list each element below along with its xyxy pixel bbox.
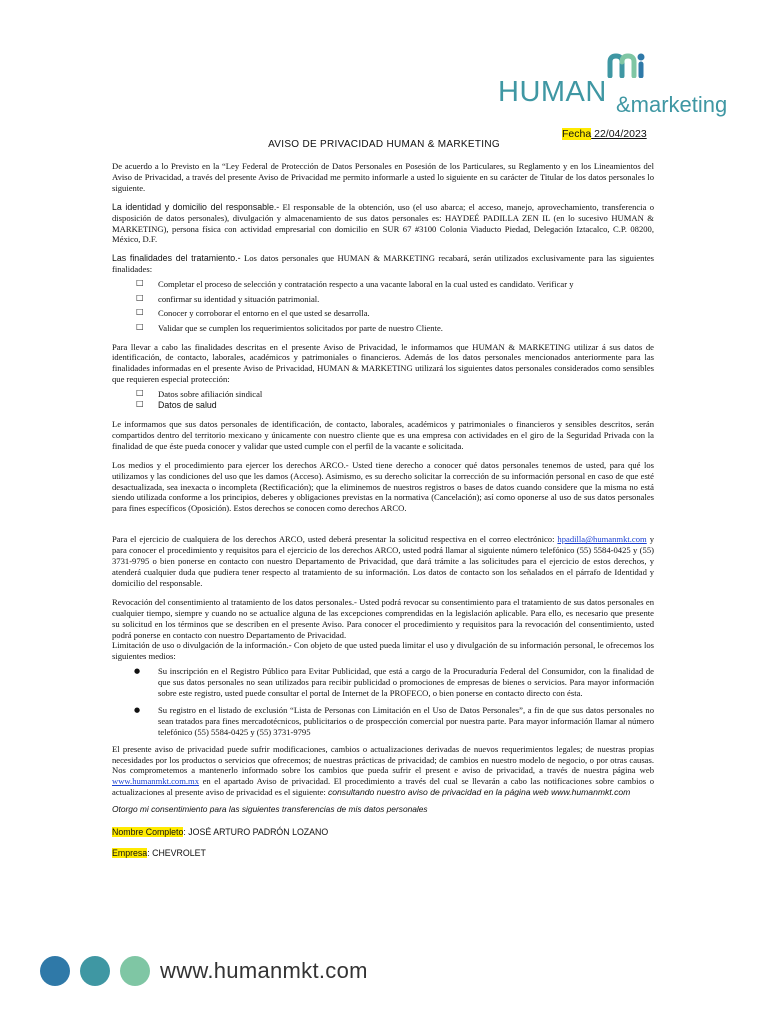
spacer [112, 522, 654, 534]
company-field [112, 848, 654, 859]
consent-statement: Otorgo mi consentimiento para las siguientes transferencias de mis datos personales [112, 804, 428, 815]
limitation-means-list [112, 666, 654, 737]
identity-paragraph [112, 202, 654, 246]
changes-after: en el apartado Aviso de privacidad. El procedimiento a través del cual se llevarán a cabo las notificaciones sobre cambios o actualizaciones al presente aviso de privacidad es el siguiente: [112, 776, 654, 798]
changes-tail: consultando nuestro aviso de privacidad en la página web www.humanmkt.com [327, 787, 631, 798]
arco-contact-paragraph [112, 534, 654, 589]
date-value: 22/04/2023 [591, 128, 647, 140]
list-item: □ Datos de salud [136, 400, 654, 411]
company-label: Empresa [112, 848, 148, 858]
logo-mark-icon [606, 52, 646, 78]
list-item: □ Datos sobre afiliación sindical [136, 389, 654, 400]
company-value: : CHEVROLET [147, 848, 206, 858]
identity-text: El responsable de la obtención, uso (el uso abarca; el acceso, manejo, aprovechamiento, transferencia o disposición de datos personales), divulgación y almacenamiento de sus datos personales es: HAYDEÉ PADILLA ZEN IL (en lo sucesivo HUMAN & MARKETING), persona física con actividad empresarial con domicilio en SUR 67 #3100 Colonia Viaducto Piedad, Delegación Iztacalco, C.P. 08200, México, D.F. [112, 201, 654, 245]
document-title: AVISO DE PRIVACIDAD HUMAN & MARKETING [268, 139, 500, 150]
changes-paragraph [112, 744, 654, 799]
intro-paragraph: De acuerdo a lo Previsto en la “Ley Federal de Protección de Datos Personales en Posesión de los Particulares, su Reglamento y en los Lineamientos del Aviso de Privacidad, a través del presente Aviso de Privacidad me permito informarle a usted lo siguiente en su carácter de Titular de los datos personales lo siguiente. [112, 161, 654, 193]
list-item: □ confirmar su identidad y situación patrimonial. [136, 294, 654, 305]
identity-heading: La identidad y domicilio del responsable.- [112, 201, 280, 212]
revocation-paragraph: Revocación del consentimiento al tratamiento de los datos personales.- Usted podrá revocar su consentimiento para el tratamiento de sus datos personales en cualquier tiempo, siempre y cuando no se actualice alguna de las excepciones comprendidas en la legislación aplicable. Para ello, es necesario que presente su solicitud en los términos que se describen en el presente Aviso. Para conocer el procedimiento y requisitos para la revocación del consentimiento, usted podrá ponerse en contacto con nuestro Departamento de Privacidad. [112, 596, 654, 640]
name-label: Nombre Completo [112, 827, 184, 838]
logo-text-marketing: &marketing [616, 92, 728, 117]
data-use-paragraph: Para llevar a cabo las finalidades descritas en el presente Aviso de Privacidad, le informamos que HUMAN & MARKETING utilizar á sus datos de identificación, de contacto, laborales, académicos y patrimoniales o financieros. Además de los datos personales mencionados anteriormente para las finalidades informadas en el presente Aviso de Privacidad, HUMAN & MARKETING utilizará los siguientes datos personales considerados como sensibles que requieren especial protección: [112, 341, 654, 385]
footer-dot-blue-icon [40, 956, 70, 986]
name-field [112, 827, 654, 838]
sharing-paragraph: Le informamos que sus datos personales de identificación, de contacto, laborales, académicos y patrimoniales o financieros y sensibles descritos, serán compartidos dentro del territorio mexicano y únicamente con nuestro cliente que es una empresa con actividades en el giro de la Seguridad Privada con la finalidad de que éste pueda conocer y validar que usted cumple con el perfil de la vacante e solicitada. [112, 419, 654, 451]
purposes-heading: Las finalidades del tratamiento.- [112, 253, 241, 264]
email-link[interactable]: hpadilla@humanmkt.com [557, 534, 647, 545]
logo-text-human: HUMAN [498, 76, 607, 108]
date-label: Fecha [562, 128, 592, 140]
arco-rights-paragraph: Los medios y el procedimiento para ejercer los derechos ARCO.- Usted tiene derecho a conocer qué datos personales tenemos de usted, para qué los utilizamos y las condiciones del uso que les damos (Acceso). Asimismo, es su derecho solicitar la corrección de su información personal en caso de que esté desactualizada, sea inexacta o incompleta (Rectificación); que la eliminemos de nuestros registros o bases de datos cuando considere que la misma no está siendo utilizada conforme a los principios, deberes y obligaciones previstas en la normativa (Cancelación); así como oponerse al uso de sus datos personales para fines específicos (Oposición). Estos derechos se conocen como derechos ARCO. [112, 459, 654, 514]
limitation-paragraph: Limitación de uso o divulgación de la información.- Con objeto de que usted pueda limitar el uso y divulgación de su información personal, le ofrecemos los siguientes medios: [112, 640, 654, 662]
list-item: ● Su inscripción en el Registro Público para Evitar Publicidad, que está a cargo de la Procuraduría Federal del Consumidor, con la finalidad de que sus datos personales no sean utilizados para recibir publicidad o promociones de empresas de bienes o servicios. Para mayor información sobre este registro, usted puede consultar el portal de Internet de la PROFECO, o bien ponerse en contacto directo con ésta. [134, 666, 654, 699]
document-body [112, 161, 654, 869]
website-link[interactable]: www.humanmkt.com.mx [112, 776, 200, 787]
list-item: ● Su registro en el listado de exclusión “Lista de Personas con Limitación en el Uso de Datos Personales”, a fin de que sus datos personales no sean tratados para fines mercadotécnicos, publicitarios o de prospección comercial por nuestra parte. Para mayor información llamar al número telefónico (55) 5584-0425 y (55) 3731-9795 [134, 705, 654, 738]
footer-url: www.humanmkt.com [160, 958, 368, 983]
name-value: : JOSÉ ARTURO PADRÓN LOZANO [183, 827, 329, 838]
arco-contact-before: Para el ejercicio de cualquiera de los derechos ARCO, usted deberá presentar la solicitud respectiva en el correo electrónico: [112, 534, 558, 545]
changes-before: El presente aviso de privacidad puede sufrir modificaciones, cambios o actualizaciones derivadas de nuevos requerimientos legales; de nuestras propias necesidades por los productos o servicios que ofrecemos; de nuestras prácticas de privacidad; de cambios en nuestro modelo de negocio, o por otras causas. Nos comprometemos a mantenerlo informado sobre los cambios que pueda sufrir el present e aviso de privacidad, a través de nuestra página web [112, 743, 654, 776]
arco-contact-after: y para conocer el procedimiento y requisitos para el ejercicio de los derechos ARCO, usted podrá llamar al siguiente número telefónico (55) 5584-0425 y (55) 3731-9795 o bien ponerse en contacto con nuestro Departamento de Privacidad, que dará trámite a las solicitudes para el ejercicio de estos derechos, y atenderá cualquier duda que pudiera tener respecto al tratamiento de su información. Los datos de contacto son los señalados en el párrafo de Identidad y domicilio del responsable. [112, 534, 654, 588]
purposes-list [112, 279, 654, 333]
purposes-text: Los datos personales que HUMAN & MARKETING recabará, serán utilizados exclusivamente para las siguientes finalidades: [112, 253, 654, 275]
footer-dot-teal-icon [80, 956, 110, 986]
sensitive-data-list [112, 389, 654, 411]
list-item: □ Completar el proceso de selección y contratación respecto a una vacante laboral en la cual usted es candidato. Verificar y [136, 279, 654, 290]
list-item: □ Conocer y corroborar el entorno en el que usted se desarrolla. [136, 308, 654, 319]
footer [40, 950, 460, 996]
footer-dot-green-icon [120, 956, 150, 986]
list-item: □ Validar que se cumplen los requerimientos solicitados por parte de nuestro Cliente. [136, 323, 654, 334]
purposes-paragraph [112, 253, 654, 275]
company-logo [498, 50, 728, 117]
